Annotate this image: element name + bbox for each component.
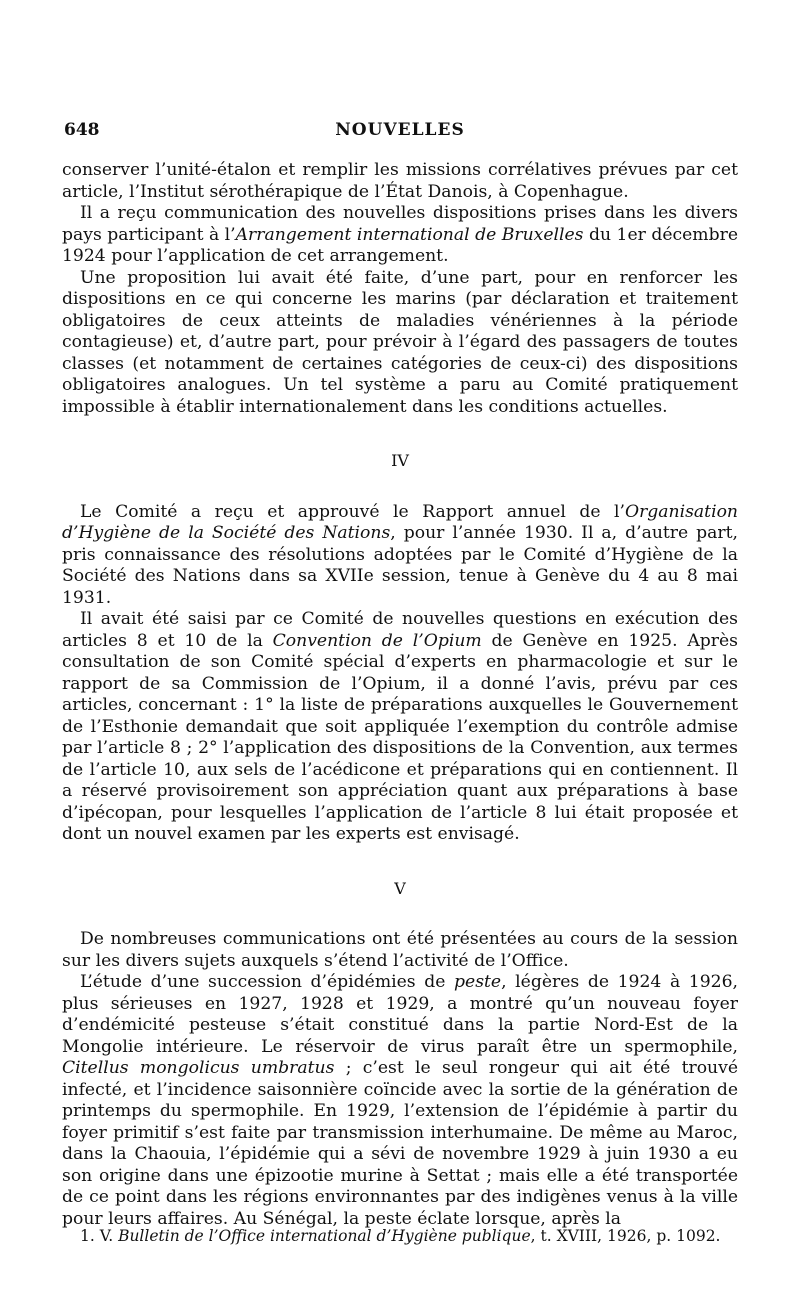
page-number: 648 — [64, 120, 100, 140]
paragraph: L’étude d’une succession d’épidémies de peste, légères de 1924 à 1926, plus sérieuses en 1927, 1928 et 1929, a montré qu’un nouveau foyer d’endémicité pesteuse s’était constitué dans la partie Nord-Est de la Mongolie intérieure. Le réservoir de virus paraît être un spermophile, Citellus mongolicus umbratus ; c’est le seul rongeur qui ait été trouvé infecté, et l’incidence saisonnière coïncide avec la sortie de la génération de printemps du spermophile. En 1929, l’extension de l’épidémie à partir du foyer primitif s’est faite par transmission interhumaine. De même au Maroc, dans la Chaouia, l’épidémie qui a sévi de novembre 1929 à juin 1930 a eu son origine dans une épizootie murine à Settat ; mais elle a été transportée de ce point dans les régions environnantes par des indigènes venus à la ville pour leurs affaires. Au Sénégal, la peste éclate lorsque, après la — [62, 972, 738, 1229]
section-heading-v: V — [394, 878, 406, 898]
running-head: NOUVELLES — [335, 120, 465, 140]
paragraph: De nombreuses communications ont été présentées au cours de la session sur les divers sujets auxquels s’étend l’activité de l’Office. — [62, 929, 738, 971]
paragraph: Une proposition lui avait été faite, d’une part, pour en renforcer les dispositions en ce qui concerne les marins (par déclaration et traitement obligatoires de ceux atteints de maladies vénériennes à la période contagieuse) et, d’autre part, pour prévoir à l’égard des passagers de toutes classes (et notamment de certaines catégories de ceux-ci) des dispositions obligatoires analogues. Un tel système a paru au Comité pratiquement impossible à établir internationalement dans les conditions actuelles. — [62, 267, 738, 417]
footnote: 1. V. Bulletin de l’Office international d’Hygiène publique, t. XVIII, 1926, p. 1092. — [80, 1227, 721, 1245]
paragraph: Le Comité a reçu et approuvé le Rapport annuel de l’Organisation d’Hygiène de la Société des Nations, pour l’année 1930. Il a, d’autre part, pris connaissance des résolutions adoptées par le Comité d’Hygiène de la Société des Nations dans sa XVIIe session, tenue à Genève du 4 au 8 mai 1931. — [62, 501, 738, 608]
page-header — [62, 120, 738, 144]
body-text — [62, 160, 738, 1230]
section-heading-iv: IV — [391, 451, 409, 470]
paragraph: conserver l’unité-étalon et remplir les missions corrélatives prévues par cet article, l’Institut sérothérapique de l’État Danois, à Copenhague. — [62, 160, 738, 202]
paragraph: Il avait été saisi par ce Comité de nouvelles questions en exécution des articles 8 et 10 de la Convention de l’Opium de Genève en 1925. Après consultation de son Comité spécial d’experts en pharmacologie et sur le rapport de sa Commission de l’Opium, il a donné l’avis, prévu par ces articles, concernant : 1° la liste de préparations auxquelles le Gouvernement de l’Esthonie demandait que soit appliquée l’exemption du contrôle admise par l’article 8 ; 2° l’application des dispositions de la Convention, aux termes de l’article 10, aux sels de l’acédicone et préparations qui en contiennent. Il a réservé provisoirement son appréciation quant aux préparations à base d’ipécopan, pour lesquelles l’application de l’article 8 lui était proposée et dont un nouvel examen par les experts est envisagé. — [62, 609, 738, 844]
paragraph: Il a reçu communication des nouvelles dispositions prises dans les divers pays participant à l’Arrangement international de Bruxelles du 1er décembre 1924 pour l’application de cet arrangement. — [62, 203, 738, 266]
